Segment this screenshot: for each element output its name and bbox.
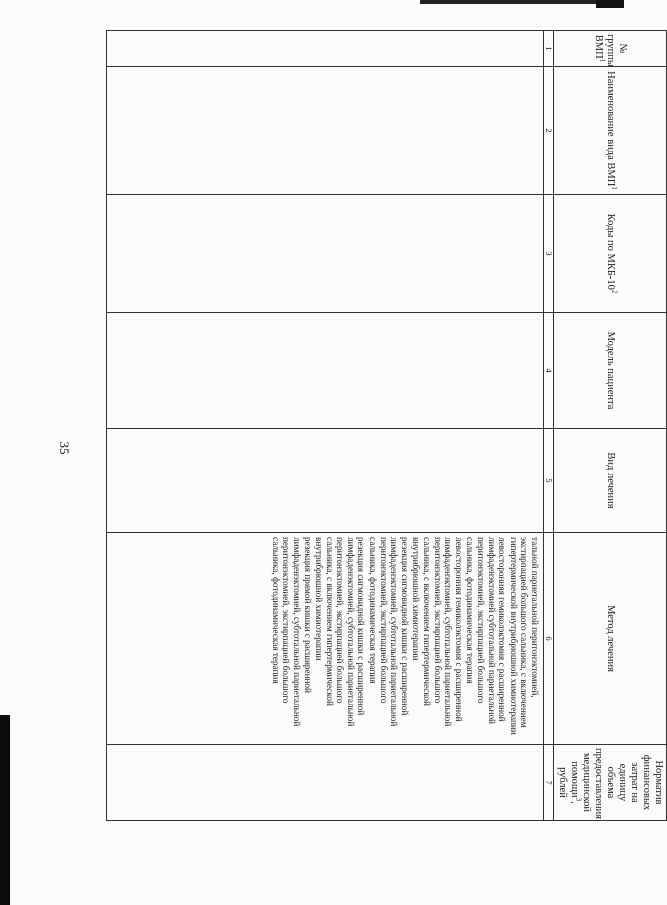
scan-top-line [420, 0, 620, 4]
rotated-page [177, 30, 667, 820]
column-number: 2 [544, 67, 554, 195]
cell-patient-model [107, 313, 544, 429]
cell-vmp-name [107, 67, 544, 195]
page-number: 35 [57, 441, 72, 455]
method-item: левосторонняя гемиколэктомия с расширенной лимфаденэктомией, субтотальной париетальной перитонэктомией, экстирпацией большого сальника, с включением гипертермической внутрибрюшной химиотерапии [411, 537, 464, 727]
cell-group-no [107, 31, 544, 67]
cell-mkb-codes [107, 195, 544, 313]
scan-top-mark [596, 0, 624, 8]
header-norm: Норматив финансовых затрат на единицу объема предоставления медицинской помощи$^3$, рублей [554, 745, 667, 821]
column-number: 1 [544, 31, 554, 67]
cell-treatment-type [107, 429, 544, 533]
method-item: резекция сигмовидной кишки с расширенной лимфаденэктомией, субтотальной париетальной перитонэктомией, экстирпацией большого сальника, фотодинамическая терапия [368, 537, 410, 727]
header-group-no: № группы ВМП$^1$ [554, 31, 667, 67]
table-row [107, 31, 544, 821]
header-mkb-codes: Коды по МКБ-$10^2$ [554, 195, 667, 313]
method-item: резекция сигмовидной кишки с расширенной лимфаденэктомией, субтотальной париетальной перитонэктомией, экстирпацией большого сальника, с включением гипертермической внутрибрюшной химиотерапии [314, 537, 367, 727]
cell-norm [107, 745, 544, 821]
header-treatment-method: Метод лечения [554, 533, 667, 745]
header-vmp-name: Наименование вида ВМП$^1$ [554, 67, 667, 195]
header-patient-model: Модель пациента [554, 313, 667, 429]
header-row [554, 31, 667, 821]
column-number: 5 [544, 429, 554, 533]
column-number: 7 [544, 745, 554, 821]
scan-edge-shadow [0, 715, 10, 905]
method-item: резекция прямой кишки с расширенной лимфаденэктомией, субтотальной париетальной перитонэктомией, экстирпацией большого сальника, фотодинамическая терапия [270, 537, 313, 727]
column-number: 3 [544, 195, 554, 313]
vmp-table [106, 30, 667, 821]
method-item: левосторонняя гемиколэктомия с расширенной лимфаденэктомией субтотальной париетальной перитонэктомией, экстирпацией большого сальника, фотодинамическая терапия [465, 537, 508, 724]
column-number-row [544, 31, 554, 821]
document-sheet [177, 30, 667, 820]
method-item: тальной париетальной перитонэктомией, экстирпацией большого сальника, с включением гипертермической внутрибрюшной химиотерапии [508, 537, 540, 735]
header-treatment-type: Вид лечения [554, 429, 667, 533]
column-number: 6 [544, 533, 554, 745]
column-number: 4 [544, 313, 554, 429]
cell-treatment-method [107, 533, 544, 745]
